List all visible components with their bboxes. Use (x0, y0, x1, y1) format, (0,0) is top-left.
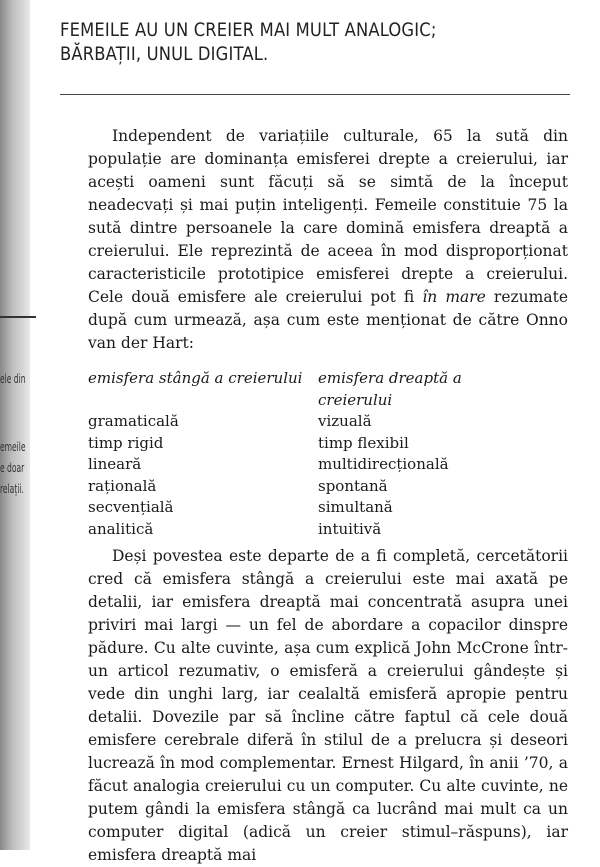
paragraph-1-text-a: Independent de variațiile culturale, 65 la sută din populație are dominanța emisferei drepte a creierului, iar acești oameni sunt făcuți să se simtă de la început neadecvați și mai puțin inteligenți. Femeile constituie 75 la sută dintre persoanele la care domină emisfera dreaptă a creierului. Ele reprezintă de aceea în mod disproporționat caracteristicile prototipice emisferei drepte a creierului. Cele două emisfere ale creierului pot fi (88, 127, 568, 306)
comparison-row (88, 411, 528, 433)
left-trait: rațională (88, 476, 157, 495)
header-divider (60, 94, 570, 95)
section-header (60, 18, 507, 66)
margin-note: relații. (0, 482, 24, 496)
paragraph-1 (88, 125, 568, 355)
facing-page-rule (0, 316, 36, 318)
margin-note: emeile (0, 440, 26, 454)
left-trait: lineară (88, 455, 142, 473)
comparison-row (88, 497, 528, 519)
left-hemisphere-header: emisfera stângă a creierului (88, 369, 303, 387)
header-line-2: BĂRBAȚII, UNUL DIGITAL. (60, 43, 269, 65)
hemisphere-comparison-list (88, 368, 528, 540)
left-trait: secvențială (88, 498, 174, 516)
margin-note: e doar (0, 461, 25, 475)
right-trait: vizuală (318, 412, 372, 430)
page-gutter (0, 0, 30, 850)
right-trait: simultană (318, 498, 393, 516)
right-trait: timp flexibil (318, 433, 409, 452)
paragraph-2: Deși povestea este departe de a fi completă, cercetătorii cred că emisfera stângă a creierului este mai axată pe detalii, iar emisfera dreaptă mai concentrată asupra unei priviri mai largi — un fel de abordare a copacilor dinspre pădure. Cu alte cuvinte, așa cum explică John McCrone într-un articol rezumativ, o emisferă a creierului gândește și vede din unghi larg, iar cealaltă emisferă apropie pentru detalii. Dovezile par să încline către faptul că cele două emisfere cerebrale diferă în stilul de a prelucra și deseori lucrează în mod complementar. Ernest Hilgard, în anii ’70, a făcut analogia creierului cu un computer. Cu alte cuvinte, ne putem gândi la emisfera stângă ca lucrând mai mult ca un computer digital (adică un creier stimul–răspuns), iar emisfera dreaptă mai (88, 547, 568, 864)
left-trait: analitică (88, 519, 154, 538)
right-trait: multidirecțională (318, 455, 449, 473)
comparison-header-row (88, 368, 528, 411)
margin-note: ele din (0, 372, 26, 386)
paragraph-1-emphasis: în mare (422, 288, 486, 306)
comparison-row (88, 519, 528, 541)
left-trait: timp rigid (88, 433, 164, 452)
comparison-row (88, 454, 528, 476)
right-hemisphere-header: emisfera dreaptă a creierului (318, 369, 462, 409)
right-trait: spontană (318, 476, 388, 495)
right-trait: intuitivă (318, 519, 382, 538)
paragraph-1-text-b: rezumate după cum urmează, așa cum este menționat de către Onno van der Hart: (88, 288, 569, 352)
header-line-1: FEMEILE AU UN CREIER MAI MULT ANALOGIC; (60, 19, 437, 41)
left-trait: gramaticală (88, 412, 179, 430)
comparison-row (88, 476, 528, 498)
comparison-row (88, 433, 528, 455)
